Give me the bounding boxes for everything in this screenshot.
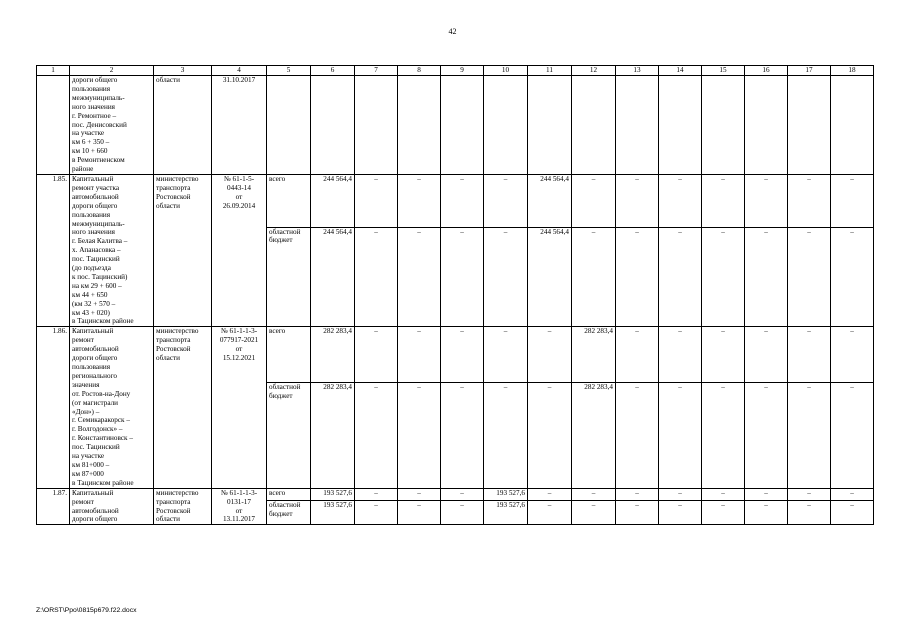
column-header: 6	[311, 66, 355, 76]
table-cell	[355, 76, 398, 175]
text-line: Капитальный	[72, 174, 114, 183]
text-line: бюджет	[269, 510, 293, 519]
amount-cell: –	[528, 383, 572, 489]
table-cell	[484, 76, 528, 175]
entry-number: 1.85.	[37, 174, 70, 326]
text-line: к пос. Тацинский)	[72, 272, 128, 281]
column-header: 10	[484, 66, 528, 76]
document-reference	[212, 174, 267, 326]
amount-cell: –	[788, 501, 831, 525]
document-reference	[212, 327, 267, 488]
table-cell	[702, 76, 745, 175]
column-header: 11	[528, 66, 572, 76]
table-cell	[572, 76, 616, 175]
amount-cell: –	[831, 174, 874, 227]
funding-source	[267, 227, 311, 327]
table-row-continuation	[37, 76, 874, 175]
file-path-footer: Z:\ORST\Ppo\0815p679.f22.docx	[36, 607, 137, 614]
amount-cell: –	[659, 488, 702, 501]
table-body	[37, 76, 874, 525]
cell-number	[37, 76, 70, 175]
amount-cell: –	[484, 174, 528, 227]
text-line: дороги общего	[72, 354, 118, 363]
text-line: 26.09.2014	[222, 201, 256, 210]
text-line: областной	[269, 227, 301, 236]
amount-cell: –	[745, 174, 788, 227]
column-header: 14	[659, 66, 702, 76]
text-line: Капитальный	[72, 327, 114, 336]
text-line: 0443-14	[227, 183, 251, 192]
amount-cell: –	[788, 174, 831, 227]
column-header: 4	[212, 66, 267, 76]
text-line: № 61-1-1-3-	[220, 327, 258, 336]
text-line: от	[235, 345, 243, 354]
funding-source	[267, 488, 311, 501]
amount-cell: –	[616, 327, 659, 383]
text-line: регионального	[72, 371, 117, 380]
text-line: г. Семикаракорск –	[72, 416, 130, 425]
object-description	[70, 488, 154, 525]
amount-cell: 282 283,4	[572, 383, 616, 489]
amount-cell: –	[441, 501, 484, 525]
amount-cell: –	[788, 383, 831, 489]
text-line: ремонт	[72, 336, 94, 345]
amount-cell: –	[398, 501, 441, 525]
text-line: министерство	[156, 488, 199, 497]
text-line: ного значения	[72, 228, 115, 237]
amount-cell: –	[355, 174, 398, 227]
text-line: дороги общего	[72, 201, 118, 210]
text-line: «Дон») –	[72, 407, 100, 416]
amount-cell: –	[616, 501, 659, 525]
text-line: автомобильной	[72, 506, 119, 515]
funding-source	[267, 76, 311, 175]
amount-cell: –	[528, 488, 572, 501]
column-header: 17	[788, 66, 831, 76]
table-cell	[441, 76, 484, 175]
amount-cell: –	[441, 383, 484, 489]
amount-cell: –	[659, 174, 702, 227]
amount-cell: –	[659, 227, 702, 327]
text-line: в Ремонтненском	[72, 156, 125, 165]
investment-table	[36, 65, 874, 525]
amount-cell: –	[831, 501, 874, 525]
amount-cell: –	[572, 174, 616, 227]
text-line: министерство	[156, 174, 199, 183]
column-header: 2	[70, 66, 154, 76]
text-line: дороги общего	[72, 76, 118, 84]
total-amount-cell: 193 527,6	[311, 501, 355, 525]
text-line: транспорта	[156, 183, 191, 192]
amount-cell: –	[745, 383, 788, 489]
text-line: бюджет	[269, 236, 293, 245]
text-line: 15.12.2021	[222, 354, 256, 363]
amount-cell: –	[616, 174, 659, 227]
object-description	[70, 76, 154, 175]
amount-cell: –	[745, 501, 788, 525]
table-cell	[659, 76, 702, 175]
amount-cell: –	[788, 327, 831, 383]
amount-cell: –	[572, 488, 616, 501]
amount-cell: –	[572, 227, 616, 327]
responsible-organization	[154, 327, 212, 488]
amount-cell: 282 283,4	[572, 327, 616, 383]
funding-source	[267, 501, 311, 525]
text-line: всего	[269, 488, 286, 497]
total-amount-cell: 244 564,4	[311, 227, 355, 327]
amount-cell: –	[745, 227, 788, 327]
responsible-organization	[154, 76, 212, 175]
text-line: № 61-1-5-	[223, 174, 255, 183]
text-line: 31.10.2017	[222, 76, 256, 84]
amount-cell: –	[831, 383, 874, 489]
text-line: министерство	[156, 327, 199, 336]
amount-cell: –	[398, 174, 441, 227]
funding-source	[267, 174, 311, 227]
table-cell	[528, 76, 572, 175]
text-line: в Тацинском районе	[72, 478, 134, 487]
text-line: (км 32 + 570 –	[72, 299, 116, 308]
text-line: (до подъезда	[72, 264, 111, 273]
amount-cell: 244 564,4	[528, 174, 572, 227]
amount-cell: –	[398, 327, 441, 383]
text-line: ремонт участка	[72, 183, 120, 192]
table-row	[37, 327, 874, 383]
text-line: 077917-2021	[219, 336, 259, 345]
text-line: (от магистрали	[72, 398, 119, 407]
text-line: транспорта	[156, 336, 191, 345]
amount-cell: –	[528, 501, 572, 525]
amount-cell: –	[788, 488, 831, 501]
amount-cell: –	[398, 488, 441, 501]
text-line: км 10 + 660	[72, 147, 108, 156]
amount-cell: –	[745, 488, 788, 501]
text-line: автомобильной	[72, 345, 119, 354]
amount-cell: –	[788, 227, 831, 327]
amount-cell: –	[398, 383, 441, 489]
column-header: 1	[37, 66, 70, 76]
text-line: 13.11.2017	[222, 515, 256, 524]
total-amount-cell: 282 283,4	[311, 383, 355, 489]
responsible-organization	[154, 174, 212, 326]
text-line: межмуниципаль-	[72, 93, 125, 102]
column-header: 8	[398, 66, 441, 76]
object-description	[70, 327, 154, 488]
text-line: всего	[269, 174, 286, 183]
page-number: 42	[448, 27, 457, 36]
amount-cell: –	[355, 327, 398, 383]
text-line: области	[156, 515, 181, 524]
text-line: Капитальный	[72, 488, 114, 497]
text-line: Ростовской	[156, 506, 191, 515]
amount-cell: –	[528, 327, 572, 383]
text-line: км 44 + 650	[72, 290, 108, 299]
funding-source	[267, 383, 311, 489]
entry-number: 1.86.	[37, 327, 70, 488]
amount-cell: –	[484, 327, 528, 383]
amount-cell: –	[484, 383, 528, 489]
text-line: автомобильной	[72, 192, 119, 201]
text-line: значения	[72, 380, 100, 389]
total-amount-cell: 282 283,4	[311, 327, 355, 383]
table-row	[37, 488, 874, 501]
text-line: 0131-17	[227, 497, 251, 506]
table-row	[37, 174, 874, 227]
text-line: пос. Денисовский	[72, 120, 127, 129]
text-line: г. Константиновск –	[72, 434, 133, 443]
column-header: 13	[616, 66, 659, 76]
amount-cell: –	[702, 327, 745, 383]
amount-cell: –	[484, 227, 528, 327]
text-line: на участке	[72, 452, 105, 461]
text-line: пользования	[72, 84, 111, 93]
amount-cell: –	[616, 383, 659, 489]
total-amount-cell: 193 527,6	[311, 488, 355, 501]
text-line: от. Ростов-на-Дону	[72, 389, 131, 398]
amount-cell: 193 527,6	[484, 501, 528, 525]
amount-cell: –	[702, 383, 745, 489]
text-line: г. Волгодонск» –	[72, 425, 123, 434]
column-header: 5	[267, 66, 311, 76]
amount-cell: –	[702, 501, 745, 525]
text-line: пользования	[72, 210, 111, 219]
amount-cell: –	[398, 227, 441, 327]
amount-cell: –	[745, 327, 788, 383]
text-line: пос. Тацинский	[72, 443, 120, 452]
table-cell	[311, 76, 355, 175]
amount-cell: –	[831, 327, 874, 383]
text-line: области	[156, 354, 181, 363]
text-line: от	[235, 506, 243, 515]
text-line: всего	[269, 327, 286, 336]
text-line: пос. Тацинский	[72, 255, 120, 264]
amount-cell: –	[355, 227, 398, 327]
amount-cell: –	[441, 227, 484, 327]
amount-cell: –	[441, 174, 484, 227]
amount-cell: –	[441, 327, 484, 383]
text-line: транспорта	[156, 497, 191, 506]
text-line: на участке	[72, 129, 105, 138]
text-line: Ростовской	[156, 192, 191, 201]
text-line: межмуниципаль-	[72, 219, 125, 228]
text-line: Ростовской	[156, 345, 191, 354]
amount-cell: –	[702, 174, 745, 227]
text-line: № 61-1-1-3-	[220, 488, 258, 497]
table-cell	[398, 76, 441, 175]
amount-cell: –	[572, 501, 616, 525]
table-cell	[788, 76, 831, 175]
amount-cell: –	[441, 488, 484, 501]
amount-cell: –	[659, 383, 702, 489]
amount-cell: –	[659, 501, 702, 525]
amount-cell: –	[831, 227, 874, 327]
text-line: г. Белая Калитва –	[72, 237, 128, 246]
funding-source	[267, 327, 311, 383]
column-header: 3	[154, 66, 212, 76]
document-reference	[212, 488, 267, 525]
column-header: 16	[745, 66, 788, 76]
text-line: на км 29 + 600 –	[72, 281, 122, 290]
column-header: 7	[355, 66, 398, 76]
text-line: дороги общего	[72, 515, 118, 524]
amount-cell: –	[616, 227, 659, 327]
object-description	[70, 174, 154, 326]
amount-cell: –	[616, 488, 659, 501]
text-line: км 87+000	[72, 469, 104, 478]
amount-cell: 193 527,6	[484, 488, 528, 501]
amount-cell: –	[659, 327, 702, 383]
amount-cell: –	[355, 488, 398, 501]
table-cell	[831, 76, 874, 175]
amount-cell: –	[702, 227, 745, 327]
text-line: в Тацинском районе	[72, 317, 134, 326]
text-line: от	[235, 192, 243, 201]
document-reference	[212, 76, 267, 175]
text-line: ремонт	[72, 497, 94, 506]
responsible-organization	[154, 488, 212, 525]
text-line: х. Апанасовка –	[72, 246, 121, 255]
text-line: бюджет	[269, 391, 293, 400]
text-line: пользования	[72, 363, 111, 371]
column-header: 9	[441, 66, 484, 76]
text-line: км 43 + 020)	[72, 308, 110, 317]
amount-cell: –	[355, 501, 398, 525]
text-line: ного значения	[72, 102, 115, 111]
text-line: км 6 + 350 –	[72, 138, 110, 147]
table-cell	[745, 76, 788, 175]
amount-cell: 244 564,4	[528, 227, 572, 327]
text-line: области	[156, 76, 181, 84]
text-line: областной	[269, 383, 301, 392]
text-line: районе	[72, 165, 94, 174]
amount-cell: –	[702, 488, 745, 501]
column-header: 18	[831, 66, 874, 76]
amount-cell: –	[355, 383, 398, 489]
column-header: 15	[702, 66, 745, 76]
text-line: г. Ремонтное –	[72, 111, 117, 120]
total-amount-cell: 244 564,4	[311, 174, 355, 227]
text-line: областной	[269, 501, 301, 510]
entry-number: 1.87.	[37, 488, 70, 525]
table-cell	[616, 76, 659, 175]
text-line: км 81+000 –	[72, 460, 110, 469]
amount-cell: –	[831, 488, 874, 501]
column-number-row	[37, 66, 874, 76]
column-header: 12	[572, 66, 616, 76]
text-line: области	[156, 201, 181, 210]
